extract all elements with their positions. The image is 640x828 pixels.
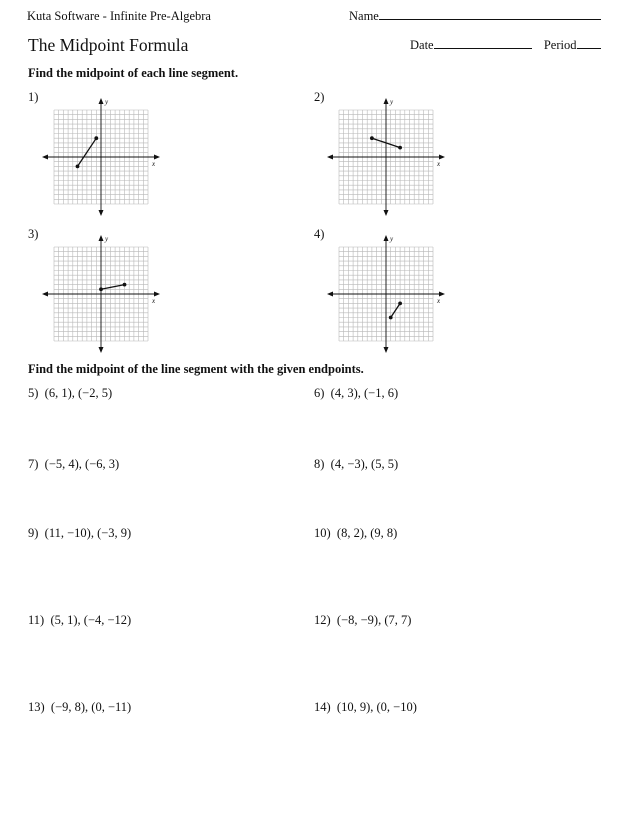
problem-item [28,386,112,401]
line-segment [101,285,125,290]
x-axis-arrow [154,292,160,297]
problem-item [28,700,131,715]
date-period-field[interactable] [410,38,601,53]
problem-item [28,613,131,628]
coordinate-graph-1 [42,98,162,216]
problem-number: 11) [28,613,45,627]
problem-endpoints: (6, 1), (−2, 5) [44,386,113,400]
y-axis-label: y [105,98,109,106]
name-field[interactable] [349,9,601,24]
y-axis-arrow [384,98,389,104]
segment-endpoint [398,146,402,150]
x-axis-arrow [439,155,445,160]
problem-endpoints: (4, 3), (−1, 6) [330,386,399,400]
segment-endpoint [370,136,374,140]
section2-instruction: Find the midpoint of the line segment with the given endpoints. [28,362,364,376]
x-axis-arrow [439,292,445,297]
x-axis-label: x [437,297,441,305]
problem-number: 12) [314,613,331,627]
x-axis-label: x [152,160,156,168]
x-axis-arrow [327,292,333,297]
problem-item [314,457,398,472]
problem-number: 9) [28,526,39,540]
problem-item [314,613,411,628]
segment-endpoint [76,165,80,169]
problem-endpoints: (5, 1), (−4, −12) [50,613,132,627]
problem-item [28,526,131,541]
problem-item [28,457,119,472]
y-axis-arrow [99,210,104,216]
y-axis-arrow [99,98,104,104]
problem-number: 1) [28,90,39,104]
problem-number: 6) [314,386,325,400]
problem-endpoints: (10, 9), (0, −10) [336,700,417,714]
y-axis-arrow [384,210,389,216]
problem-number: 4) [314,227,325,241]
problem-number: 8) [314,457,325,471]
segment-endpoint [389,316,393,320]
problem-item [314,700,417,715]
x-axis-label: x [152,297,156,305]
period-blank-line [577,38,601,49]
name-label: Name [349,9,379,23]
coordinate-graph-4 [327,235,447,353]
y-axis-label: y [390,235,394,243]
problem-number: 2) [314,90,325,104]
x-axis-arrow [327,155,333,160]
worksheet-source: Kuta Software - Infinite Pre-Algebra [27,9,211,23]
coordinate-graph-2 [327,98,447,216]
x-axis-label: x [437,160,441,168]
problem-number: 13) [28,700,45,714]
problem-endpoints: (−9, 8), (0, −11) [50,700,132,714]
problem-item [314,386,398,401]
segment-endpoint [94,136,98,140]
coordinate-graph-3 [42,235,162,353]
y-axis-label: y [105,235,109,243]
x-axis-arrow [154,155,160,160]
period-label: Period [543,38,577,52]
problem-number: 3) [28,227,39,241]
problem-number: 14) [314,700,331,714]
problem-endpoints: (4, −3), (5, 5) [330,457,399,471]
problem-endpoints: (8, 2), (9, 8) [336,526,398,540]
segment-endpoint [99,287,103,291]
date-label: Date [410,38,434,52]
y-axis-arrow [384,235,389,241]
problem-number: 10) [314,526,331,540]
y-axis-arrow [384,347,389,353]
y-axis-arrow [99,347,104,353]
x-axis-arrow [42,155,48,160]
x-axis-arrow [42,292,48,297]
segment-endpoint [398,302,402,306]
y-axis-label: y [390,98,394,106]
y-axis-arrow [99,235,104,241]
problem-endpoints: (11, −10), (−3, 9) [44,526,132,540]
problem-number: 7) [28,457,39,471]
page-title: The Midpoint Formula [28,35,189,55]
segment-endpoint [123,283,127,287]
problem-endpoints: (−5, 4), (−6, 3) [44,457,120,471]
problem-endpoints: (−8, −9), (7, 7) [336,613,412,627]
section1-instruction: Find the midpoint of each line segment. [28,66,239,80]
problem-item [314,526,397,541]
problem-number: 5) [28,386,39,400]
date-blank-line [434,38,532,49]
name-blank-line [379,9,601,20]
